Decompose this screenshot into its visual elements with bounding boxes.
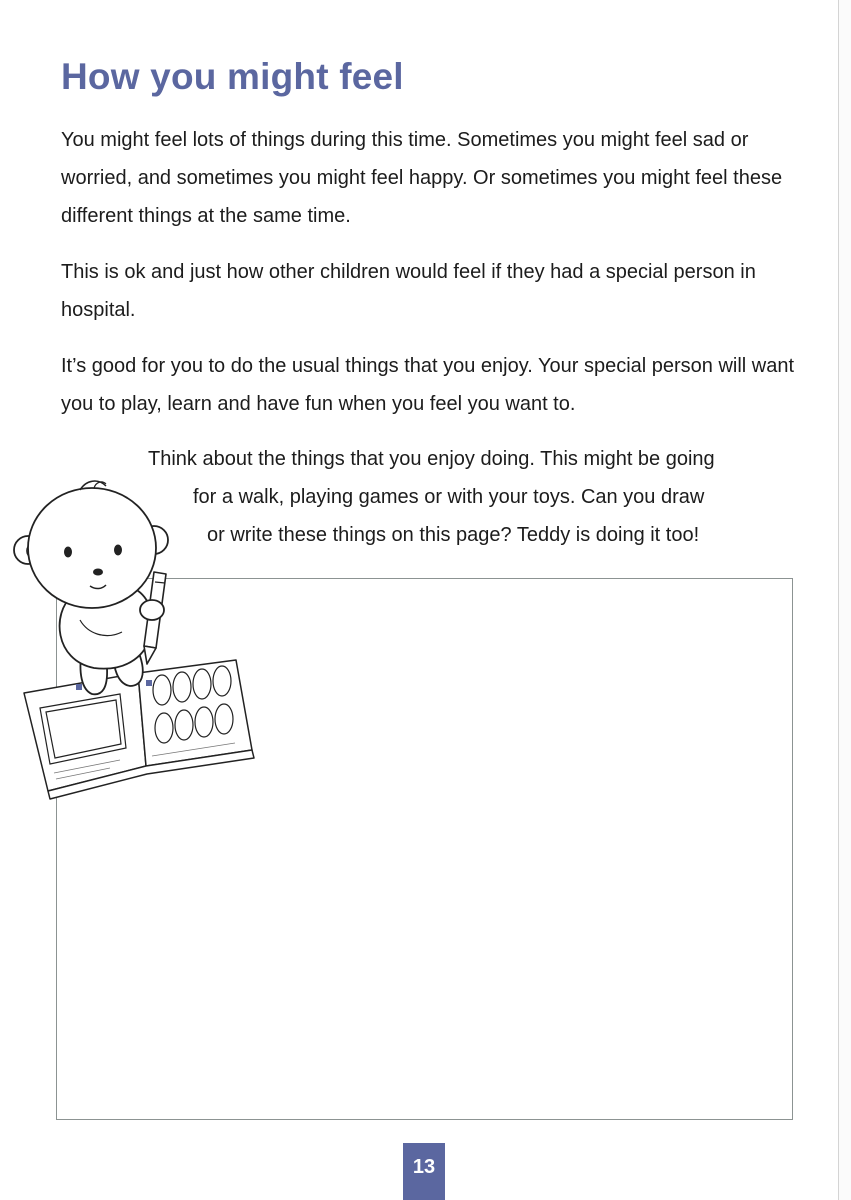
- page-edge: [838, 0, 851, 1200]
- paragraph-usual-things: It’s good for you to do the usual things that you enjoy. Your special person will want you to play, learn and have fun when you feel you want to.: [61, 355, 795, 415]
- prompt-line-3: or write these things on this page? Teddy is doing it too!: [207, 524, 700, 546]
- paragraph-feelings: You might feel lots of things during this time. Sometimes you might feel sad or worried, and sometimes you might feel happy. Or sometimes you might feel these different things at the same time.: [61, 129, 783, 227]
- page-title: How you might feel: [61, 56, 404, 97]
- prompt-line-2: for a walk, playing games or with your toys. Can you draw: [193, 486, 705, 508]
- teddy-bear-with-pencil-icon: [10, 468, 260, 808]
- prompt-line-1: Think about the things that you enjoy doing. This might be going: [148, 448, 715, 470]
- paragraph-reassurance: This is ok and just how other children would feel if they had a special person in hospital.: [61, 261, 756, 321]
- page-number: 13: [403, 1143, 445, 1200]
